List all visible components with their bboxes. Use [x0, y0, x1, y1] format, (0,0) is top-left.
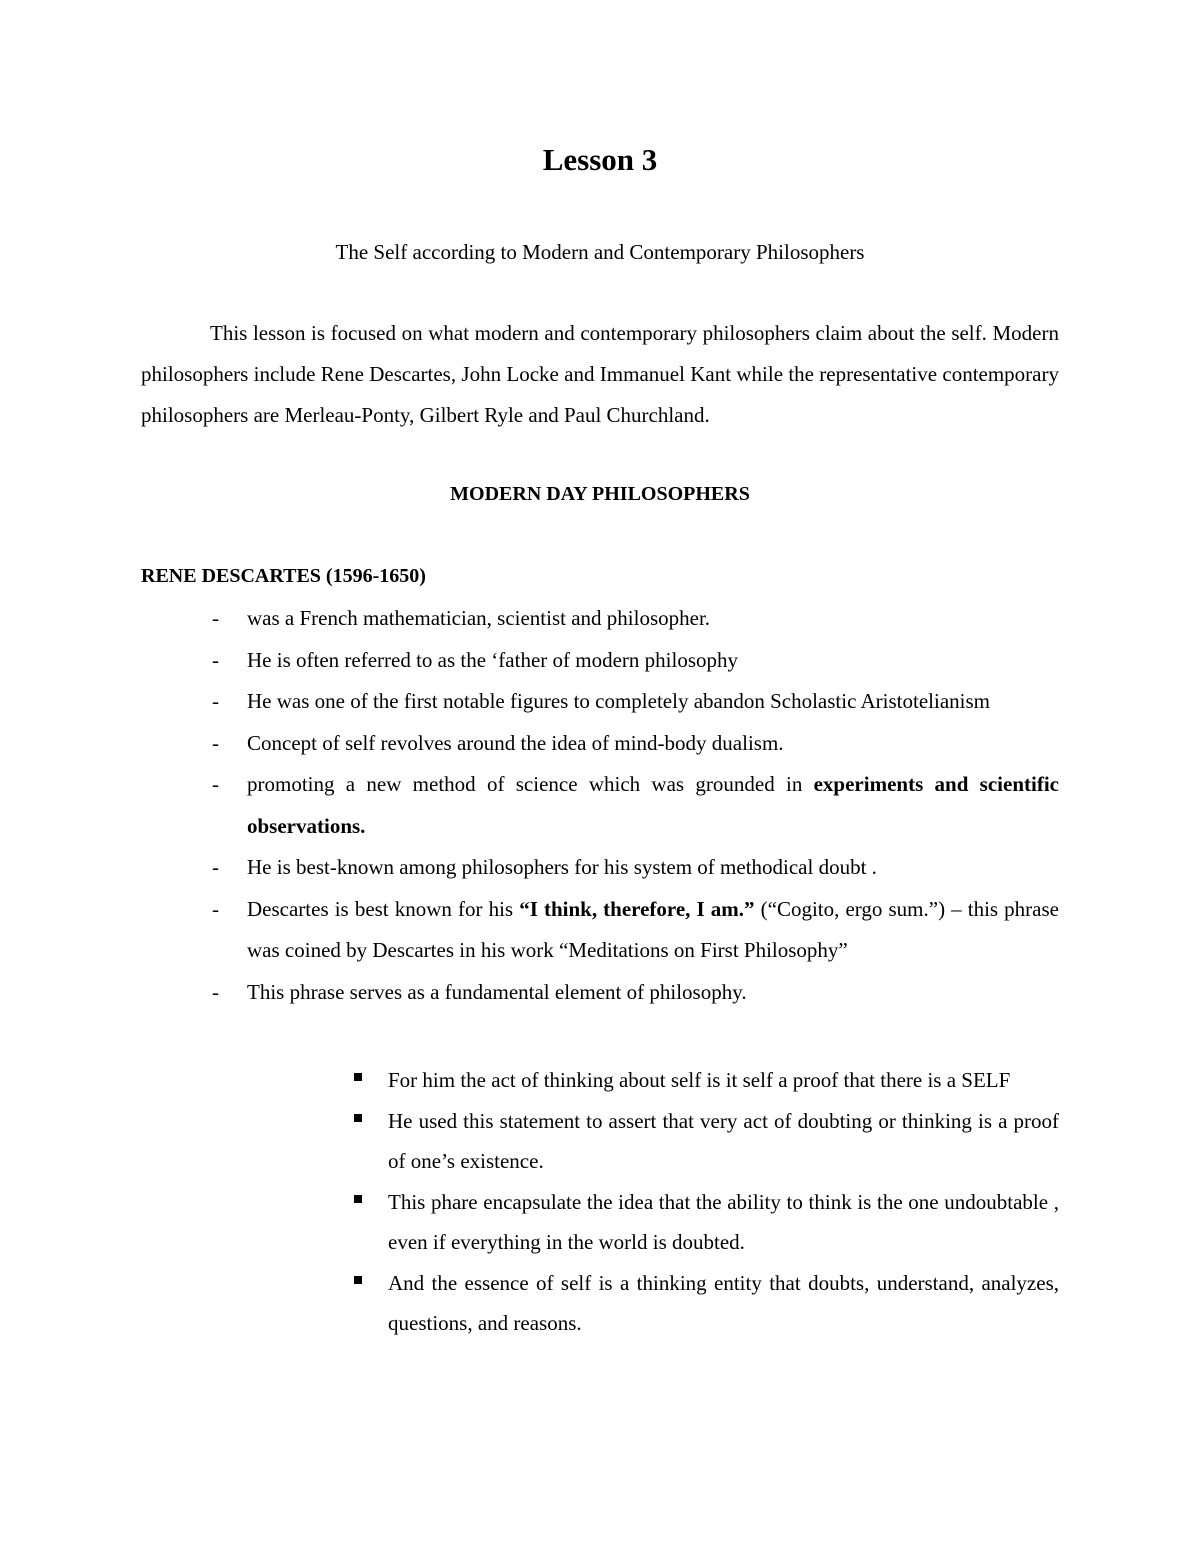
- point-text: (“Cogito, ergo sum.”) – this phrase was coined by Descartes in his work “Meditations on First Philosophy”: [247, 896, 1059, 962]
- square-bullet-icon: [354, 1114, 362, 1122]
- point-text: This phrase serves as a fundamental element of philosophy.: [247, 979, 747, 1004]
- list-item: [141, 972, 1059, 1014]
- descartes-points-list: [141, 598, 1059, 1013]
- list-item: [141, 1101, 1059, 1182]
- descartes-heading: RENE DESCARTES (1596-1650): [141, 565, 426, 587]
- dash-marker: -: [212, 772, 219, 796]
- dash-marker: -: [212, 606, 219, 630]
- list-item: [141, 640, 1059, 682]
- list-item: [141, 889, 1059, 972]
- subpoint-text: He used this statement to assert that very act of doubting or thinking is a proof of one’s existence.: [388, 1108, 1059, 1173]
- dash-marker: -: [212, 979, 219, 1004]
- lesson-title: Lesson 3: [542, 142, 658, 177]
- list-item: [141, 1060, 1059, 1101]
- dash-marker: -: [212, 647, 219, 672]
- section-heading: MODERN DAY PHILOSOPHERS: [450, 483, 750, 505]
- square-bullet-icon: [354, 1276, 362, 1284]
- subpoint-text: This phare encapsulate the idea that the ability to think is the one undoubtable , even if everything in the world is doubted.: [388, 1189, 1059, 1254]
- list-item: [141, 847, 1059, 889]
- dash-marker: -: [212, 689, 219, 713]
- cogito-subpoints-list: [141, 1060, 1059, 1344]
- subpoint-text: For him the act of thinking about self is it self a proof that there is a SELF: [388, 1068, 1011, 1092]
- point-text: He is best-known among philosophers for his system of methodical doubt .: [247, 855, 877, 879]
- point-bold-text: experiments and scientific observations.: [247, 772, 1059, 838]
- list-item: [141, 1182, 1059, 1263]
- list-item: [141, 1263, 1059, 1344]
- subpoint-text: And the essence of self is a thinking entity that doubts, understand, analyzes, questions, and reasons.: [388, 1270, 1059, 1335]
- point-text: Concept of self revolves around the idea of mind-body dualism.: [247, 730, 784, 755]
- list-item: [141, 764, 1059, 847]
- point-text: promoting a new method of science which was grounded in: [247, 772, 814, 796]
- point-text: Descartes is best known for his: [247, 896, 520, 921]
- list-item: [141, 681, 1059, 723]
- point-text: He was one of the first notable figures to completely abandon Scholastic Aristotelianism: [247, 689, 990, 713]
- intro-paragraph: This lesson is focused on what modern and contemporary philosophers claim about the self. Modern philosophers include Rene Descartes, John Locke and Immanuel Kant while the representative contemporary philosophers are Merleau-Ponty, Gilbert Ryle and Paul Churchland.: [141, 321, 1059, 427]
- dash-marker: -: [212, 730, 219, 755]
- point-text: was a French mathematician, scientist and philosopher.: [247, 606, 711, 630]
- square-bullet-icon: [354, 1195, 362, 1203]
- lesson-subtitle: The Self according to Modern and Contemporary Philosophers: [335, 240, 865, 264]
- square-bullet-icon: [354, 1073, 362, 1081]
- dash-marker: -: [212, 855, 219, 879]
- dash-marker: -: [212, 896, 219, 921]
- list-item: [141, 598, 1059, 640]
- list-item: [141, 723, 1059, 765]
- cogito-quote: “I think, therefore, I am.”: [519, 896, 755, 921]
- point-text: He is often referred to as the ‘father of modern philosophy: [247, 647, 738, 672]
